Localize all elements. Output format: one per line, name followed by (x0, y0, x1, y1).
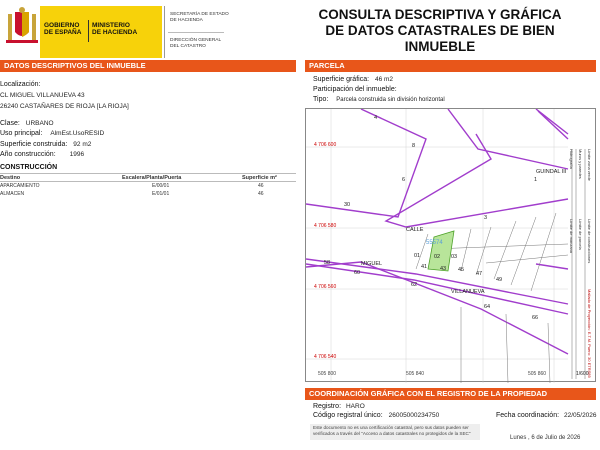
cadastral-map[interactable] (305, 108, 596, 382)
parcel-number: 47 (476, 271, 483, 277)
divider (0, 181, 296, 182)
tipo-label: Tipo: (313, 96, 329, 103)
table-header-planta: Escalera/Planta/Puerta (122, 175, 182, 181)
parcel-number: 62 (411, 282, 418, 288)
tipo-value: Parcela construida sin división horizontal (336, 97, 445, 103)
coordinacion-section-title: COORDINACIÓN GRÁFICA CON EL REGISTRO DE LA PROPIEDAD (309, 389, 548, 398)
footer-date: Lunes , 6 de Julio de 2026 (510, 435, 581, 441)
superficie-row (0, 141, 91, 148)
parcel-number: 30 (344, 202, 351, 208)
legend-hidrografia: Hidrografía (569, 149, 574, 169)
parcel-number: 45 (458, 267, 465, 273)
gov-label (44, 22, 81, 36)
note-line-1: Este documento no es una certificación catastral, pero sus datos pueden ser (313, 425, 469, 430)
legend-muros: Muros y paredes (578, 149, 583, 179)
parcel-number: 58 (324, 260, 331, 266)
fecha-label: Fecha coordinación: (496, 412, 560, 419)
parcel-number: 01 (414, 253, 421, 259)
anio-value: 1996 (69, 151, 85, 158)
direccion-line-2: DEL CATASTRO (170, 43, 206, 49)
street-label-villanueva: VILLANUEVA (451, 289, 485, 295)
title-line-2: DE DATOS CATASTRALES DE BIEN INMUEBLE (325, 23, 555, 54)
anio-label: Año construcción: (0, 151, 56, 158)
legend-limite-construcciones: Límite de construcciones (587, 219, 592, 264)
ministry-label (92, 22, 137, 36)
uso-value: AlmEst.UsoRESID (50, 130, 105, 137)
legend-zona-verde: Límite zona verde (587, 149, 592, 181)
parcel-number: 49 (496, 277, 503, 283)
table-row-planta: E/00/01 (152, 183, 170, 189)
sup-grafica-label: Superficie gráfica: (313, 76, 370, 83)
registro-value: HARO (345, 403, 365, 410)
table-row-planta: E/01/01 (152, 191, 170, 197)
map-drawing (306, 109, 597, 383)
parcel-ref-label: 55574 (426, 240, 443, 246)
address-line-2: 26240 CASTAÑARES DE RIOJA [LA RIOJA] (0, 103, 129, 110)
superficie-value: 92 m2 (73, 141, 92, 148)
registro-row (313, 403, 365, 410)
sup-grafica-value: 46 m2 (374, 76, 394, 83)
parcel-number: 4 (374, 115, 378, 121)
parcel-number: 6 (402, 177, 406, 183)
superficie-label: Superficie construida: (0, 141, 68, 148)
parcel-number: 64 (484, 304, 491, 310)
table-row-destino: APARCAMIENTO (0, 183, 40, 189)
parcel-number: 66 (532, 315, 539, 321)
coord-left: 4 706 580 (314, 223, 337, 229)
fecha-row (496, 412, 597, 419)
parcel-number: 60 (354, 270, 361, 276)
ministry-line-2: DE HACIENDA (92, 29, 138, 36)
participacion-label: Participación del inmueble: (313, 86, 397, 93)
table-header-destino: Destino (0, 175, 21, 181)
uso-label: Uso principal: (0, 130, 43, 137)
table-row-destino: ALMACEN (0, 191, 25, 197)
localizacion-label: Localización: (0, 81, 41, 88)
coord-left: 4 706 560 (314, 284, 337, 290)
street-label-guindal: GUINDAL III (536, 169, 567, 175)
page-title (290, 7, 590, 55)
tipo-row (313, 96, 445, 103)
street-label-calle: CALLE (406, 227, 424, 233)
parcel-number: 1 (534, 177, 538, 183)
descriptive-section-title: DATOS DESCRIPTIVOS DEL INMUEBLE (4, 61, 146, 70)
construccion-title: CONSTRUCCIÓN (0, 164, 58, 171)
direccion-line-1: DIRECCIÓN GENERAL (170, 38, 222, 43)
parcel-number: 8 (412, 143, 416, 149)
secretaria-line-1: SECRETARÍA DE ESTADO (170, 12, 229, 17)
direccion-label (170, 38, 221, 49)
gov-line-2: DE ESPAÑA (44, 29, 82, 36)
title-line-1: CONSULTA DESCRIPTIVA Y GRÁFICA (318, 7, 562, 22)
ministry-line-1: MINISTERIO (92, 22, 130, 29)
coord-bottom: 505 860 (528, 371, 547, 377)
parcel-number: 43 (440, 266, 447, 272)
legend-limite-manzana: Límite de manzana (569, 219, 574, 254)
coordinacion-section-header (305, 388, 596, 400)
highlighted-parcel (428, 231, 454, 271)
note-line-2: verificados a través del "Acceso a datos catastrales no protegidos de la SEC" (313, 430, 471, 436)
clase-label: Clase: (0, 120, 20, 127)
parcela-section-header (305, 60, 596, 72)
registro-label: Registro: (313, 403, 342, 410)
descriptive-section-header (0, 60, 296, 72)
divider (0, 173, 296, 174)
legend-lines (572, 149, 585, 379)
address-line-1: CL MIGUEL VILLANUEVA 43 (0, 92, 85, 99)
table-row-superficie: 46 (258, 183, 264, 189)
clase-value: URBANO (25, 120, 54, 127)
map-scale: 1/600 (576, 371, 589, 377)
coord-left: 4 706 540 (314, 354, 337, 360)
table-row-superficie: 46 (258, 191, 264, 197)
parcel-number: 3 (484, 215, 488, 221)
coat-of-arms-icon (6, 6, 38, 50)
codigo-label: Código registral único: (313, 412, 383, 419)
street-label-miguel: MIGUEL (361, 261, 383, 267)
coord-bottom: 505 840 (406, 371, 425, 377)
anio-row (0, 151, 84, 158)
codigo-value: 26005000234750 (388, 412, 440, 419)
parcel-number: 03 (451, 254, 458, 260)
legend-mallado: Mallado de Proyección: E.T.M. Puero: 30 ETRS89 (587, 289, 592, 378)
clase-row (0, 120, 54, 127)
divider (168, 32, 224, 33)
parcela-section-title: PARCELA (309, 61, 345, 70)
sup-grafica-row (313, 76, 393, 83)
parcel-number: 41 (421, 264, 428, 270)
gov-line-1: GOBIERNO (44, 22, 80, 29)
codigo-row (313, 412, 439, 419)
parcel-number: 02 (434, 254, 441, 260)
legend-limite-parcela: Límite de parcela (578, 219, 583, 250)
uso-row (0, 130, 104, 137)
secretaria-label (170, 12, 229, 23)
table-header-superficie: Superficie m² (242, 175, 277, 181)
block-boundaries (306, 109, 568, 354)
coord-bottom: 505 800 (318, 371, 337, 377)
fecha-value: 22/05/2026 (564, 412, 597, 419)
coord-left: 4 706 600 (314, 142, 337, 148)
divider (88, 20, 89, 42)
secretaria-line-2: DE HACIENDA (170, 17, 203, 23)
disclaimer-note (310, 424, 480, 440)
